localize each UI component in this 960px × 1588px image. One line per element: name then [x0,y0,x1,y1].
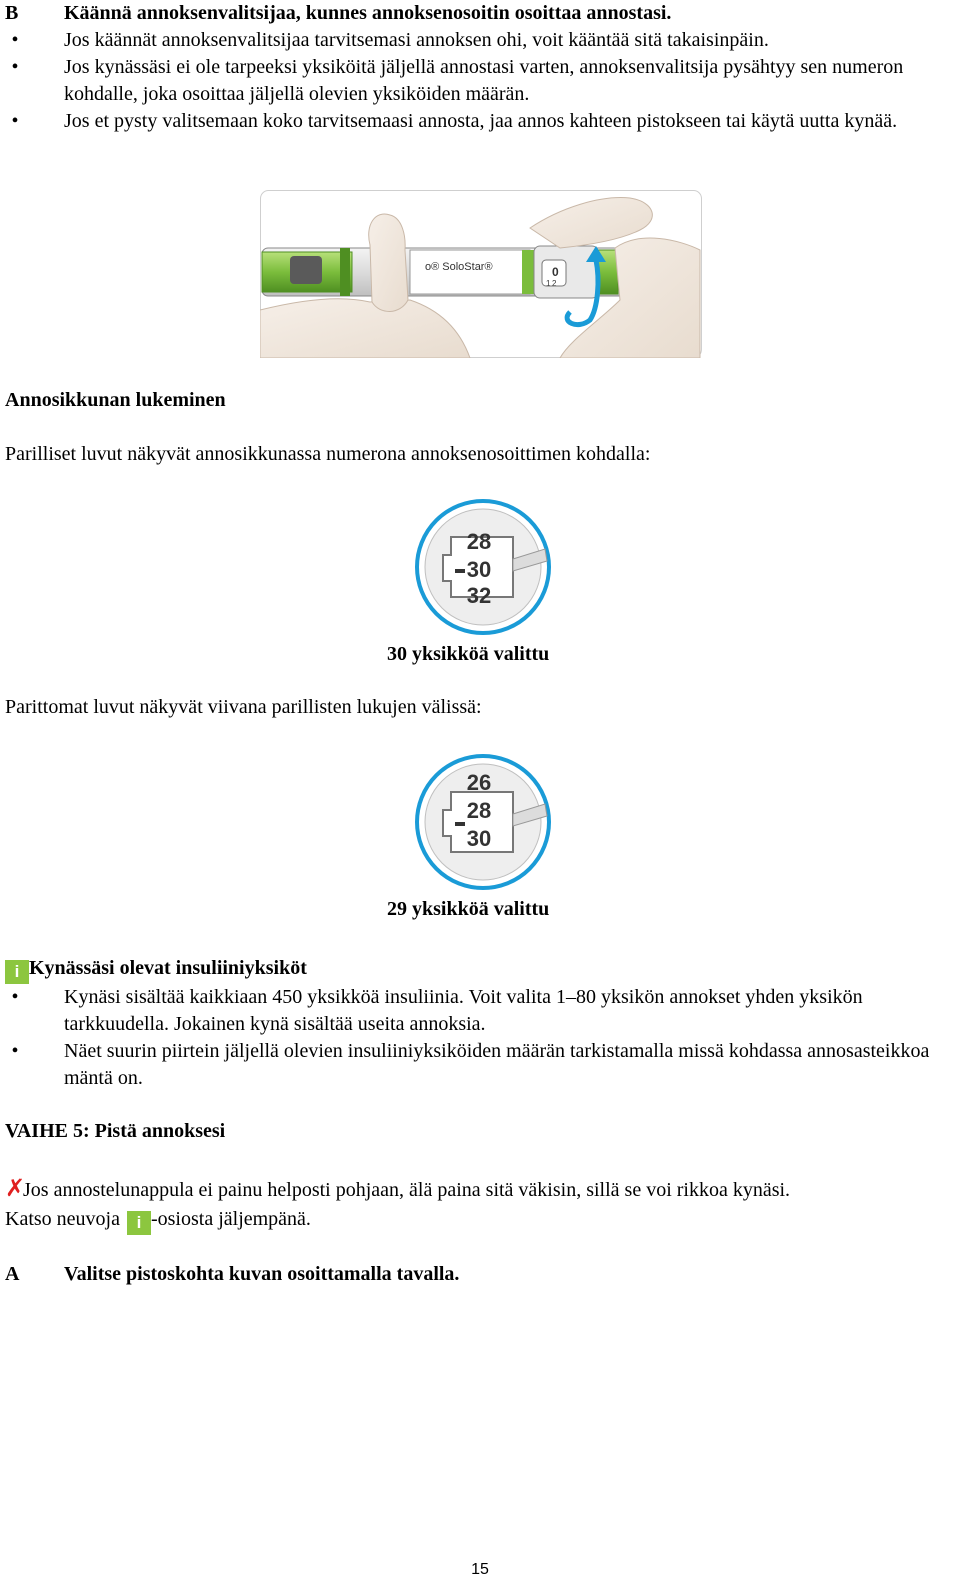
step-a-text: Valitse pistoskohta kuvan osoittamalla tavalla. [64,1263,460,1285]
bullet-icon: • [11,986,19,1008]
bullet-icon: • [11,29,19,51]
warning-text: Jos annostelunappula ei painu helposti pohjaan, älä paina sitä väkisin, sillä se voi rikkoa kynäsi. [23,1179,791,1201]
dose-number: 30 [466,826,492,851]
info-icon: i [127,1211,151,1235]
page-number: 15 [471,1561,489,1578]
dose-caption-30: 30 yksikköä valittu [387,643,550,665]
advice-row [5,1206,311,1235]
advice-pre-text: Katso neuvoja [5,1208,120,1230]
dose-number: 32 [466,583,492,608]
list-item [5,108,950,135]
dose-number: 28 [466,529,492,554]
pen-dose-digit: 2 [552,279,557,288]
warning-row [5,1175,950,1204]
list-item [5,984,950,1038]
even-numbers-text: Parilliset luvut näkyvät annosikkunassa numerona annoksenosoittimen kohdalla: [5,443,651,465]
dose-number: 26 [466,770,492,795]
svg-text:o® SoloStar®: o® SoloStar® [425,261,493,273]
bullet-text: Jos et pysty valitsemaan koko tarvitsemaasi annosta, jaa annos kahteen pistokseen tai käytä uutta kynää. [64,110,898,132]
dose-caption-29: 29 yksikköä valittu [387,898,550,920]
dose-window-30-illustration [413,497,553,637]
warning-cross-icon: ✗ [5,1174,26,1202]
dose-number: 28 [466,798,492,823]
advice-post-text: -osiosta jäljempänä. [150,1208,311,1230]
dose-number: 30 [466,557,492,582]
pen-dial-illustration [260,190,702,358]
bullet-icon: • [11,1040,19,1062]
list-item [5,1038,950,1092]
units-heading: Kynässäsi olevat insuliiniyksiköt [29,957,307,979]
units-heading-row [5,955,307,984]
bullet-text: Kynäsi sisältää kaikkiaan 450 yksikköä insuliinia. Voit valita 1–80 yksikön annokset yhden yksikön tarkkuudella. Jokainen kynä sisältää useita annoksia. [64,986,863,1035]
info-icon: i [5,960,29,984]
bullet-text: Jos käännät annoksenvalitsijaa tarvitsemasi annoksen ohi, voit kääntää sitä takaisinpäin. [64,29,769,51]
list-item [5,54,950,108]
bullet-text: Näet suurin piirtein jäljellä olevien insuliiniyksiköiden määrän tarkistamalla missä kohdassa annosasteikkoa mäntä on. [64,1040,930,1089]
pen-dose-digit: 0 [552,265,559,279]
dose-window-29-illustration [413,752,553,892]
step-b-letter: B [5,2,19,24]
step-a-letter: A [5,1263,20,1285]
step5-heading: VAIHE 5: Pistä annoksesi [5,1120,226,1142]
odd-numbers-text: Parittomat luvut näkyvät viivana parillisten lukujen välissä: [5,696,482,718]
bullet-icon: • [11,56,19,78]
bullet-icon: • [11,110,19,132]
pen-dose-digit: 1 [546,279,551,288]
step-b-heading: Käännä annoksenvalitsijaa, kunnes annoksenosoitin osoittaa annostasi. [64,2,672,24]
bullet-text: Jos kynässäsi ei ole tarpeeksi yksiköitä jäljellä annostasi varten, annoksenvalitsija pysähtyy sen numeron kohdalle, joka osoittaa jäljellä olevien yksiköiden määrän. [64,56,904,105]
reading-heading: Annosikkunan lukeminen [5,389,226,411]
list-item [5,27,950,54]
